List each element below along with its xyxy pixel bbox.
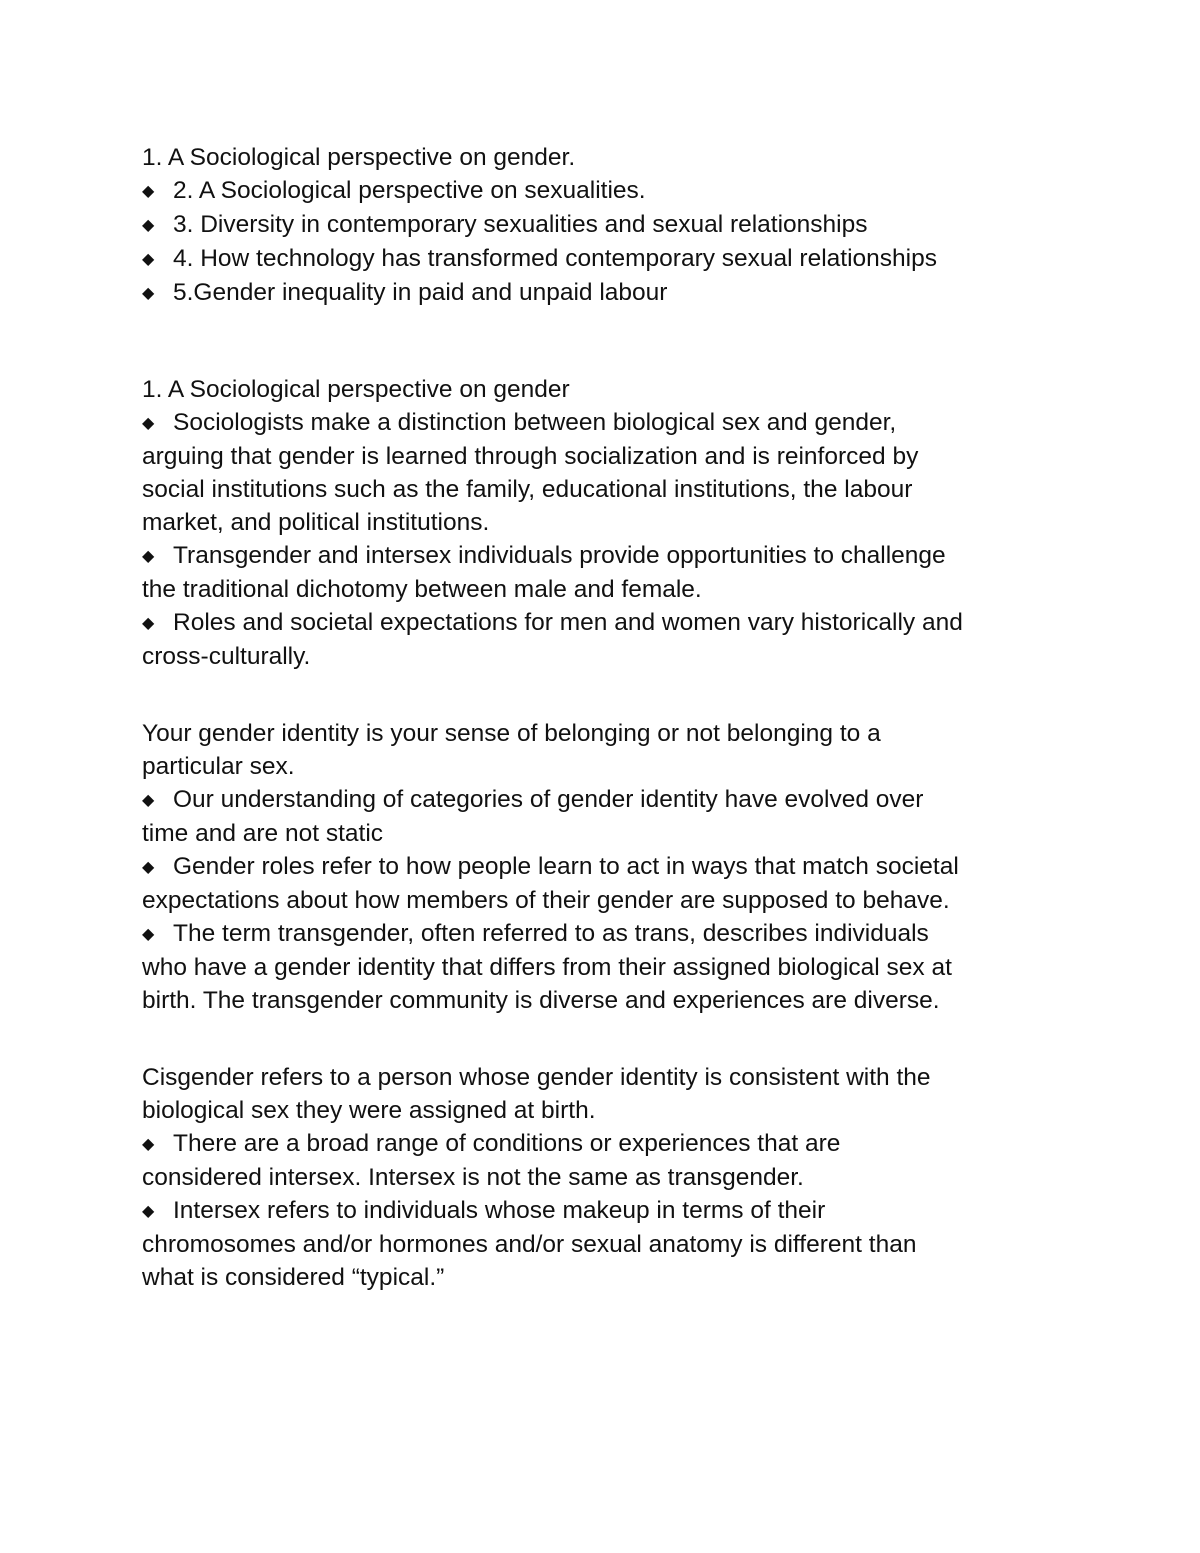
bullet-text: Transgender and intersex individuals provide opportunities to challenge bbox=[173, 542, 946, 569]
diamond-bullet-icon: ◆ bbox=[142, 926, 155, 943]
paragraph-line: arguing that gender is learned through socialization and is reinforced by bbox=[142, 443, 919, 470]
spacer bbox=[142, 673, 1082, 717]
bullet-line bbox=[142, 539, 1082, 573]
bullet-text: Intersex refers to individuals whose makeup in terms of their bbox=[173, 1197, 826, 1224]
bullet-line bbox=[142, 917, 1082, 951]
paragraph-line: cross-culturally. bbox=[142, 643, 311, 670]
diamond-bullet-icon: ◆ bbox=[142, 285, 155, 302]
bullet-line bbox=[142, 1194, 1082, 1228]
toc-heading: 1. A Sociological perspective on gender. bbox=[142, 144, 576, 171]
section-heading: 1. A Sociological perspective on gender bbox=[142, 376, 570, 403]
paragraph-line: birth. The transgender community is diverse and experiences are diverse. bbox=[142, 987, 940, 1014]
bullet-text: Sociologists make a distinction between biological sex and gender, bbox=[173, 409, 897, 436]
bullet-text: Our understanding of categories of gender identity have evolved over bbox=[173, 786, 924, 813]
paragraph-line: market, and political institutions. bbox=[142, 509, 490, 536]
paragraph-line: considered intersex. Intersex is not the same as transgender. bbox=[142, 1164, 804, 1191]
spacer bbox=[142, 310, 1082, 373]
paragraph-line: social institutions such as the family, educational institutions, the labour bbox=[142, 476, 913, 503]
toc-item bbox=[142, 174, 1082, 208]
bullet-line bbox=[142, 1127, 1082, 1161]
bullet-text: There are a broad range of conditions or experiences that are bbox=[173, 1130, 841, 1157]
toc-item bbox=[142, 276, 1082, 310]
paragraph-line: time and are not static bbox=[142, 820, 384, 847]
toc-item-text: 4. How technology has transformed contemporary sexual relationships bbox=[173, 245, 937, 272]
toc-item-text: 5.Gender inequality in paid and unpaid labour bbox=[173, 279, 668, 306]
paragraph-line: particular sex. bbox=[142, 753, 295, 780]
bullet-text: Gender roles refer to how people learn to act in ways that match societal bbox=[173, 853, 959, 880]
diamond-bullet-icon: ◆ bbox=[142, 1136, 155, 1153]
toc-item-text: 2. A Sociological perspective on sexualities. bbox=[173, 177, 646, 204]
paragraph-line: expectations about how members of their gender are supposed to behave. bbox=[142, 887, 950, 914]
bullet-line bbox=[142, 606, 1082, 640]
diamond-bullet-icon: ◆ bbox=[142, 615, 155, 632]
bullet-line bbox=[142, 783, 1082, 817]
paragraph-line: who have a gender identity that differs from their assigned biological sex at bbox=[142, 954, 952, 981]
paragraph-line: chromosomes and/or hormones and/or sexual anatomy is different than bbox=[142, 1231, 917, 1258]
paragraph-line: the traditional dichotomy between male and female. bbox=[142, 576, 702, 603]
bullet-line bbox=[142, 850, 1082, 884]
diamond-bullet-icon: ◆ bbox=[142, 183, 155, 200]
diamond-bullet-icon: ◆ bbox=[142, 548, 155, 565]
bullet-text: Roles and societal expectations for men and women vary historically and bbox=[173, 609, 963, 636]
bullet-text: The term transgender, often referred to as trans, describes individuals bbox=[173, 920, 929, 947]
toc-item bbox=[142, 242, 1082, 276]
paragraph-line: Cisgender refers to a person whose gender identity is consistent with the bbox=[142, 1064, 931, 1091]
diamond-bullet-icon: ◆ bbox=[142, 1203, 155, 1220]
bullet-line bbox=[142, 406, 1082, 440]
diamond-bullet-icon: ◆ bbox=[142, 792, 155, 809]
paragraph-line: Your gender identity is your sense of belonging or not belonging to a bbox=[142, 720, 881, 747]
document-body bbox=[142, 141, 1082, 1294]
diamond-bullet-icon: ◆ bbox=[142, 415, 155, 432]
diamond-bullet-icon: ◆ bbox=[142, 217, 155, 234]
toc-item-text: 3. Diversity in contemporary sexualities and sexual relationships bbox=[173, 211, 868, 238]
spacer bbox=[142, 1017, 1082, 1061]
paragraph-line: biological sex they were assigned at birth. bbox=[142, 1097, 596, 1124]
diamond-bullet-icon: ◆ bbox=[142, 859, 155, 876]
paragraph-line: what is considered “typical.” bbox=[142, 1264, 445, 1291]
toc-item bbox=[142, 208, 1082, 242]
diamond-bullet-icon: ◆ bbox=[142, 251, 155, 268]
